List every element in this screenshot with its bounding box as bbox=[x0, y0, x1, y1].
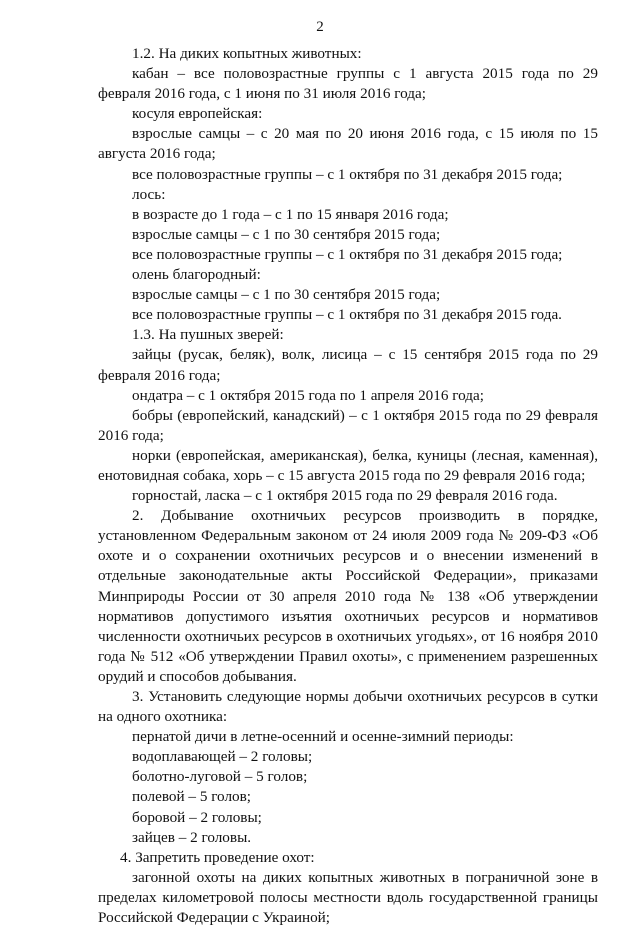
paragraph-1-2-heading: 1.2. На диких копытных животных: bbox=[132, 45, 362, 62]
document-body bbox=[98, 44, 598, 928]
paragraph-ermine-weasel: горностай, ласка – с 1 октября 2015 года по 29 февраля 2016 года. bbox=[132, 487, 558, 505]
paragraph-roe-deer-all: все половозрастные группы – с 1 октября по 31 декабря 2015 года; bbox=[132, 165, 563, 183]
paragraph-beavers: бобры (европейский, канадский) – с 1 октября 2015 года по 29 февраля 2016 года; bbox=[98, 406, 598, 444]
paragraph-1-3-heading: 1.3. На пушных зверей: bbox=[132, 326, 284, 344]
paragraph-field-game: полевой – 5 голов; bbox=[132, 788, 252, 806]
paragraph-feathered-game: пернатой дичи в летне-осенний и осенне-зимний периоды: bbox=[132, 728, 514, 746]
paragraph-forest-game: боровой – 2 головы; bbox=[132, 808, 262, 826]
paragraph-3-daily-limits: 3. Установить следующие нормы добычи охотничьих ресурсов в сутки на одного охотника: bbox=[98, 688, 598, 726]
paragraph-roe-deer-males: взрослые самцы – с 20 мая по 20 июня 2016 года, с 15 июля по 15 августа 2016 года; bbox=[98, 125, 598, 163]
paragraph-boar: кабан – все половозрастные группы с 1 августа 2015 года по 29 февраля 2016 года, с 1 июня по 31 июля 2016 года; bbox=[98, 65, 598, 103]
paragraph-4-prohibit: 4. Запретить проведение охот: bbox=[120, 848, 315, 866]
paragraph-red-deer-males: взрослые самцы – с 1 по 30 сентября 2015 года; bbox=[132, 286, 441, 304]
paragraph-muskrat: ондатра – с 1 октября 2015 года по 1 апреля 2016 года; bbox=[132, 386, 484, 404]
paragraph-red-deer-heading: олень благородный: bbox=[132, 266, 261, 284]
paragraph-elk-heading: лось: bbox=[132, 185, 166, 203]
page-number: 2 bbox=[316, 19, 324, 35]
paragraph-2-hunting-procedure: 2. Добывание охотничьих ресурсов производить в порядке, установленном Федеральным законом от 24 июля 2009 года № 209-ФЗ «Об охоте и о сохранении охотничьих ресурсов и о внесении изменений в отдельные законодательные акты Российской Федерации», приказами Минприроды России от 30 апреля 2010 года № 138 «Об утверждении нормативов допустимого изъятия охотничьих ресурсов и нормативов численности охотничьих ресурсов в охотничьих угодьях», от 16 ноября 2010 года № 512 «Об утверждении Правил охоты», с применением разрешенных орудий и способов добывания. bbox=[98, 507, 598, 685]
paragraph-elk-all: все половозрастные группы – с 1 октября по 31 декабря 2015 года; bbox=[132, 245, 563, 263]
paragraph-red-deer-all: все половозрастные группы – с 1 октября по 31 декабря 2015 года. bbox=[132, 306, 562, 324]
paragraph-waterfowl: водоплавающей – 2 головы; bbox=[132, 748, 313, 766]
paragraph-marsh-meadow: болотно-луговой – 5 голов; bbox=[132, 768, 308, 786]
paragraph-elk-males: взрослые самцы – с 1 по 30 сентября 2015 года; bbox=[132, 225, 441, 243]
paragraph-hares-limit: зайцев – 2 головы. bbox=[132, 828, 252, 846]
paragraph-driven-hunt: загонной охоты на диких копытных животных в пограничной зоне в пределах километровой полосы местности вдоль государственной границы Российской Федерации с Украиной; bbox=[98, 868, 598, 927]
paragraph-minks-squirrel-martens: норки (европейская, американская), белка, куницы (лесная, каменная), енотовидная собака, хорь – с 15 августа 2015 года по 29 февраля 2016 года; bbox=[98, 446, 598, 484]
paragraph-hares-wolf-fox: зайцы (русак, беляк), волк, лисица – с 15 сентября 2015 года по 29 февраля 2016 года; bbox=[98, 346, 598, 384]
paragraph-elk-young: в возрасте до 1 года – с 1 по 15 января 2016 года; bbox=[132, 205, 449, 223]
paragraph-roe-deer-heading: косуля европейская: bbox=[132, 105, 263, 123]
